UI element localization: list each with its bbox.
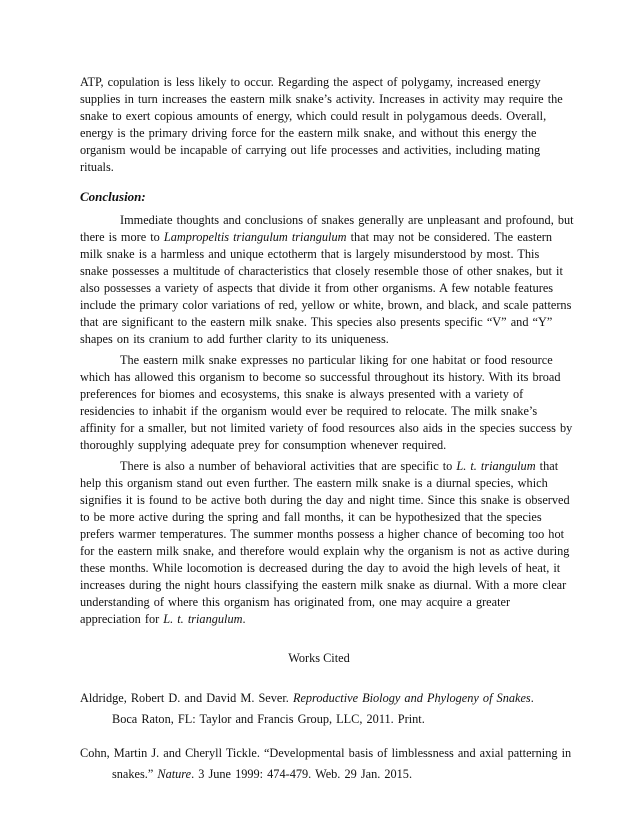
body-text-line: which has allowed this organism to become so successful throughout its history. With its broad bbox=[80, 370, 561, 384]
text-run: There is also a number of behavioral activities that are specific to bbox=[120, 459, 457, 473]
section-heading: Conclusion: bbox=[80, 189, 146, 204]
text-run: that may not be considered. The eastern bbox=[346, 230, 553, 244]
text-run: that bbox=[535, 459, 559, 473]
body-text-line: these months. While locomotion is decreased during the day to avoid the high levels of heat, it bbox=[80, 561, 561, 575]
body-text-line: shapes on its cranium to add further clarity to its uniqueness. bbox=[80, 332, 389, 346]
body-text-line: signifies it is found to be active both during the day and night time. Since this snake is observed bbox=[80, 493, 570, 507]
text-run: . bbox=[242, 612, 246, 626]
body-text-line: for the eastern milk snake, and therefore would explain why the organism is not as active during bbox=[80, 544, 570, 558]
body-text-line: thoroughly supplying adequate prey for consumption whenever required. bbox=[80, 438, 447, 452]
body-text-line: milk snake is a harmless and unique ectotherm that is largely misunderstood by most. This bbox=[80, 247, 540, 261]
text-run: . 3 June 1999: 474-479. Web. 29 Jan. 2015. bbox=[191, 767, 413, 781]
text-run: . bbox=[530, 691, 534, 705]
body-text-line: rituals. bbox=[80, 160, 114, 174]
citation-line bbox=[80, 690, 565, 707]
species-name: L. t. triangulum bbox=[456, 459, 536, 473]
body-text-line: The eastern milk snake expresses no particular liking for one habitat or food resource bbox=[120, 353, 553, 367]
body-text-line bbox=[80, 611, 565, 628]
body-text-line: also possesses a variety of aspects that divide it from other organisms. A few notable features bbox=[80, 281, 554, 295]
body-text-line bbox=[80, 458, 565, 475]
citation-line: Cohn, Martin J. and Cheryll Tickle. “Developmental basis of limblessness and axial patterning in bbox=[80, 746, 572, 760]
body-text-line: Immediate thoughts and conclusions of snakes generally are unpleasant and profound, but bbox=[120, 213, 574, 227]
works-cited-title: Works Cited bbox=[288, 651, 350, 665]
species-name: Lampropeltis triangulum triangulum bbox=[163, 230, 347, 244]
body-text-line: prefers warmer temperatures. The summer months possess a higher chance of becoming too hot bbox=[80, 527, 565, 541]
journal-title: Nature bbox=[157, 767, 192, 781]
book-title: Reproductive Biology and Phylogeny of Snakes bbox=[292, 691, 531, 705]
body-text-line: increases during the night hours classifying the eastern milk snake as diurnal. With a more clear bbox=[80, 578, 567, 592]
citation-line: Boca Raton, FL: Taylor and Francis Group, LLC, 2011. Print. bbox=[112, 712, 425, 726]
text-run: appreciation for bbox=[80, 612, 164, 626]
body-text-line: preferences for biomes and ecosystems, this snake is always presented with a variety of bbox=[80, 387, 524, 401]
body-text-line: supplies in turn increases the eastern milk snake’s activity. Increases in activity may require the bbox=[80, 92, 563, 106]
body-text-line bbox=[80, 229, 565, 246]
body-text-line: snake to exert copious amounts of energy, which could result in polygamous deeds. Overall, bbox=[80, 109, 547, 123]
body-text-line: organism would be incapable of carrying out life processes and activities, including mating bbox=[80, 143, 541, 157]
species-name: L. t. triangulum bbox=[163, 612, 243, 626]
text-run: Aldridge, Robert D. and David M. Sever. bbox=[80, 691, 293, 705]
body-text-line: that are significant to the eastern milk snake. This species also presents specific “V” and “Y” bbox=[80, 315, 553, 329]
body-text-line: to be more active during the spring and fall months, it can be hypothesized that the species bbox=[80, 510, 542, 524]
body-text-line: help this organism stand out even further. The eastern milk snake is a diurnal species, which bbox=[80, 476, 548, 490]
body-text-line: ATP, copulation is less likely to occur. Regarding the aspect of polygamy, increased energy bbox=[80, 75, 541, 89]
text-run: there is more to bbox=[80, 230, 164, 244]
body-text-line: snake possesses a multitude of characteristics that closely resemble those of other snakes, but it bbox=[80, 264, 563, 278]
citation-line bbox=[112, 766, 565, 783]
body-text-line: energy is the primary driving force for the eastern milk snake, and without this energy the bbox=[80, 126, 537, 140]
body-text-line: understanding of where this organism has originated from, one may acquire a greater bbox=[80, 595, 511, 609]
body-text-line: residencies to inhabit if the organism would ever be required to relocate. The milk snake’s bbox=[80, 404, 538, 418]
text-run: snakes.” bbox=[112, 767, 158, 781]
body-text-line: affinity for a smaller, but not limited variety of food resources also aids in the species success by bbox=[80, 421, 573, 435]
body-text-line: include the primary color variations of red, yellow or white, brown, and black, and scale patterns bbox=[80, 298, 572, 312]
